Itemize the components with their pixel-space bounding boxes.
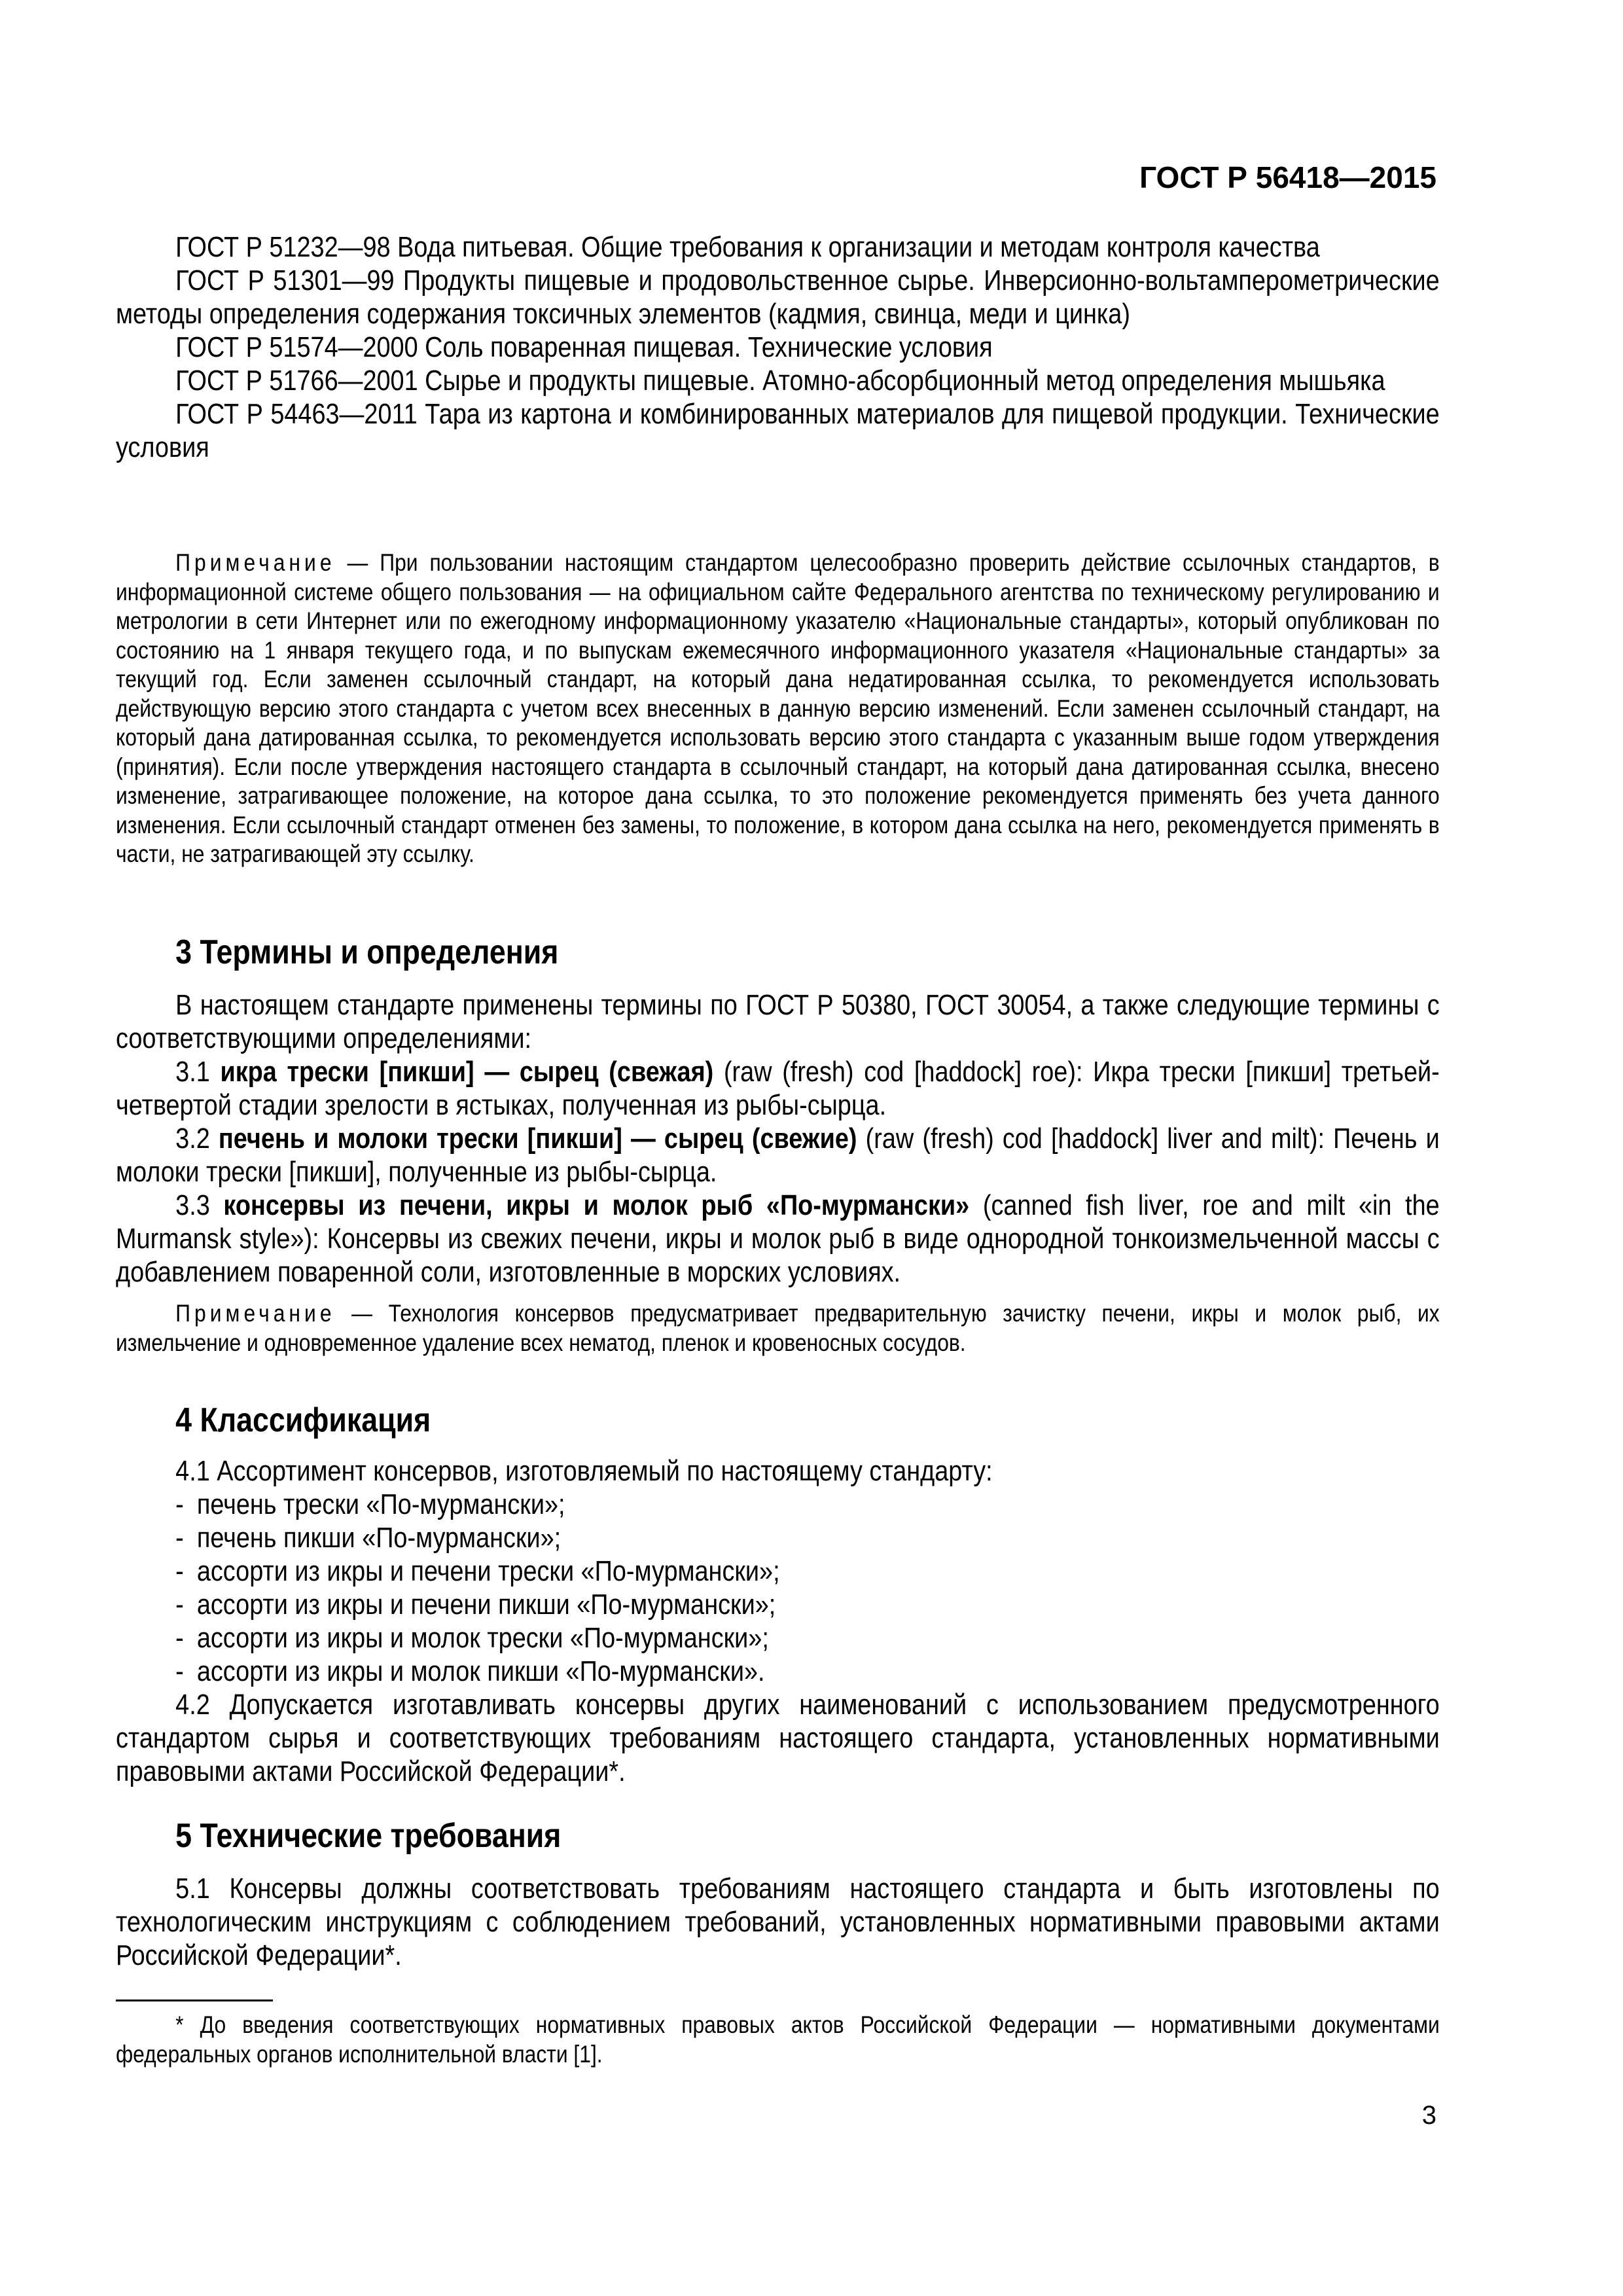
list-item-text: ассорти из икры и молок пикши «По-мурмански». — [196, 1655, 765, 1687]
list-item — [116, 1621, 1440, 1655]
section-heading: 3 Термины и определения — [175, 933, 559, 971]
term-name: печень и молоки трески [пикши] — сырец (свежие) — [218, 1122, 857, 1155]
list-item — [116, 1488, 1440, 1521]
section-3-note — [116, 1299, 1440, 1357]
term-body: (raw (fresh) cod [haddock] liver and milt): Печень и молоки трески [пикши], полученные из рыбы-сырца. — [116, 1122, 1440, 1188]
clause-4-1: 4.1 Ассортимент консервов, изготовляемый по настоящему стандарту: — [175, 1455, 993, 1487]
section-4 — [116, 1401, 1440, 1440]
note-label: Примечание — [175, 1300, 336, 1327]
term-definition — [116, 1189, 1440, 1289]
term-body: (canned fish liver, roe and milt «in the Murmansk style»): Консервы из свежих печени, икры и молок рыб в виде однородной тонкоизмельченной массы с добавлением поваренной соли, изготовленные в морских условиях. — [116, 1189, 1440, 1288]
term-name: икра трески [пикши] — сырец (свежая) — [220, 1056, 714, 1088]
list-marker: - — [175, 1622, 184, 1654]
section-intro: В настоящем стандарте применены термины по ГОСТ Р 50380, ГОСТ 30054, а также следующие термины с соответствующими определениями: — [116, 989, 1440, 1054]
section-heading: 4 Классификация — [175, 1401, 431, 1439]
term-definition — [116, 1122, 1440, 1189]
note-paragraph — [116, 548, 1440, 869]
section-heading: 5 Технические требования — [175, 1817, 562, 1855]
term-number: 3.3 — [175, 1189, 224, 1221]
list-marker: - — [175, 1488, 184, 1520]
note-text: — При пользовании настоящим стандартом целесообразно проверить действие ссылочных стандартов, в информационной системе общего пользования — на официальном сайте Федерального агентства по техническому регулированию и метрологии в сети Интернет или по ежегодному информационному указателю «Национальные стандарты», который опубликован по состоянию на 1 января текущего года, и по выпускам ежемесячного информационного указателя «Национальные стандарты» за текущий год. Если заменен ссылочный стандарт, на который дана недатированная ссылка, то рекомендуется использовать действующую версию этого стандарта с учетом всех внесенных в данную версию изменений. Если заменен ссылочный стандарт, на который дана датированная ссылка, то рекомендуется использовать версию этого стандарта с указанным выше годом утверждения (принятия). Если после утверждения настоящего стандарта в ссылочный стандарт, на который дана датированная ссылка, внесено изменение, затрагивающее положение, на которое дана ссылка, то это положение рекомендуется применять без учета данного изменения. Если ссылочный стандарт отменен без замены, то положение, в котором дана ссылка на него, рекомендуется применять в части, не затрагивающей эту ссылку. — [116, 549, 1440, 867]
list-item-text: ассорти из икры и печени трески «По-мурмански»; — [196, 1555, 780, 1587]
references-note — [116, 548, 1440, 869]
reference-item: ГОСТ Р 51301—99 Продукты пищевые и продовольственное сырье. Инверсионно-вольтамперометрические методы определения содержания токсичных элементов (кадмия, свинца, меди и цинка) — [116, 264, 1440, 330]
list-item-text: печень пикши «По-мурмански»; — [196, 1522, 562, 1554]
list-item-text: печень трески «По-мурмански»; — [196, 1488, 565, 1520]
clause-4-2: 4.2 Допускается изготавливать консервы других наименований с использованием предусмотренного стандартом сырья и соответствующих требованиям настоящего стандарта, установленных нормативными правовыми актами Российской Федерации*. — [116, 1689, 1440, 1787]
term-number: 3.1 — [175, 1056, 221, 1088]
list-item-text: ассорти из икры и печени пикши «По-мурмански»; — [196, 1588, 776, 1621]
list-item — [116, 1588, 1440, 1621]
reference-item: ГОСТ Р 51574—2000 Соль поваренная пищевая. Технические условия — [175, 331, 993, 363]
list-marker: - — [175, 1522, 184, 1554]
note-paragraph — [116, 1299, 1440, 1357]
term-body: (raw (fresh) cod [haddock] roe): Икра трески [пикши] третьей-четвертой стадии зрелости в ястыках, полученная из рыбы-сырца. — [116, 1056, 1440, 1121]
note-label: Примечание — [175, 549, 336, 576]
term-name: консервы из печени, икры и молок рыб «По-мурмански» — [223, 1189, 970, 1221]
footnote-text: * До введения соответствующих нормативных правовых актов Российской Федерации — нормативными документами федеральных органов исполнительной власти [1]. — [116, 2011, 1440, 2068]
section-3-body — [116, 988, 1440, 1289]
term-definition — [116, 1055, 1440, 1122]
list-marker: - — [175, 1588, 184, 1621]
reference-item: ГОСТ Р 51766—2001 Сырье и продукты пищевые. Атомно-абсорбционный метод определения мышьяка — [175, 365, 1385, 397]
term-number: 3.2 — [175, 1122, 219, 1155]
section-5-body — [116, 1872, 1440, 1972]
list-item — [116, 1655, 1440, 1688]
list-item — [116, 1521, 1440, 1554]
list-item-text: ассорти из икры и молок трески «По-мурмански»; — [196, 1622, 769, 1654]
list-item — [116, 1554, 1440, 1588]
note-text: — Технология консервов предусматривает предварительную зачистку печени, икры и молок рыб, их измельчение и одновременное удаление всех нематод, пленок и кровеносных сосудов. — [116, 1300, 1440, 1356]
list-marker: - — [175, 1555, 184, 1587]
footnote-separator — [116, 2000, 273, 2001]
page-number: 3 — [1421, 2101, 1436, 2130]
normative-references — [116, 230, 1440, 464]
reference-item: ГОСТ Р 54463—2011 Тара из картона и комбинированных материалов для пищевой продукции. Технические условия — [116, 398, 1440, 463]
reference-item: ГОСТ Р 51232—98 Вода питьевая. Общие требования к организации и методам контроля качества — [175, 231, 1320, 263]
section-3 — [116, 933, 1440, 972]
list-marker: - — [175, 1655, 184, 1687]
clause-5-1: 5.1 Консервы должны соответствовать требованиям настоящего стандарта и быть изготовлены по технологическим инструкциям с соблюдением требований, установленных нормативными правовыми актами Российской Федерации*. — [116, 1873, 1440, 1971]
document-id-header: ГОСТ Р 56418—2015 — [1139, 160, 1436, 194]
section-5 — [116, 1816, 1440, 1856]
section-4-body — [116, 1454, 1440, 1788]
footnote — [116, 2011, 1440, 2069]
